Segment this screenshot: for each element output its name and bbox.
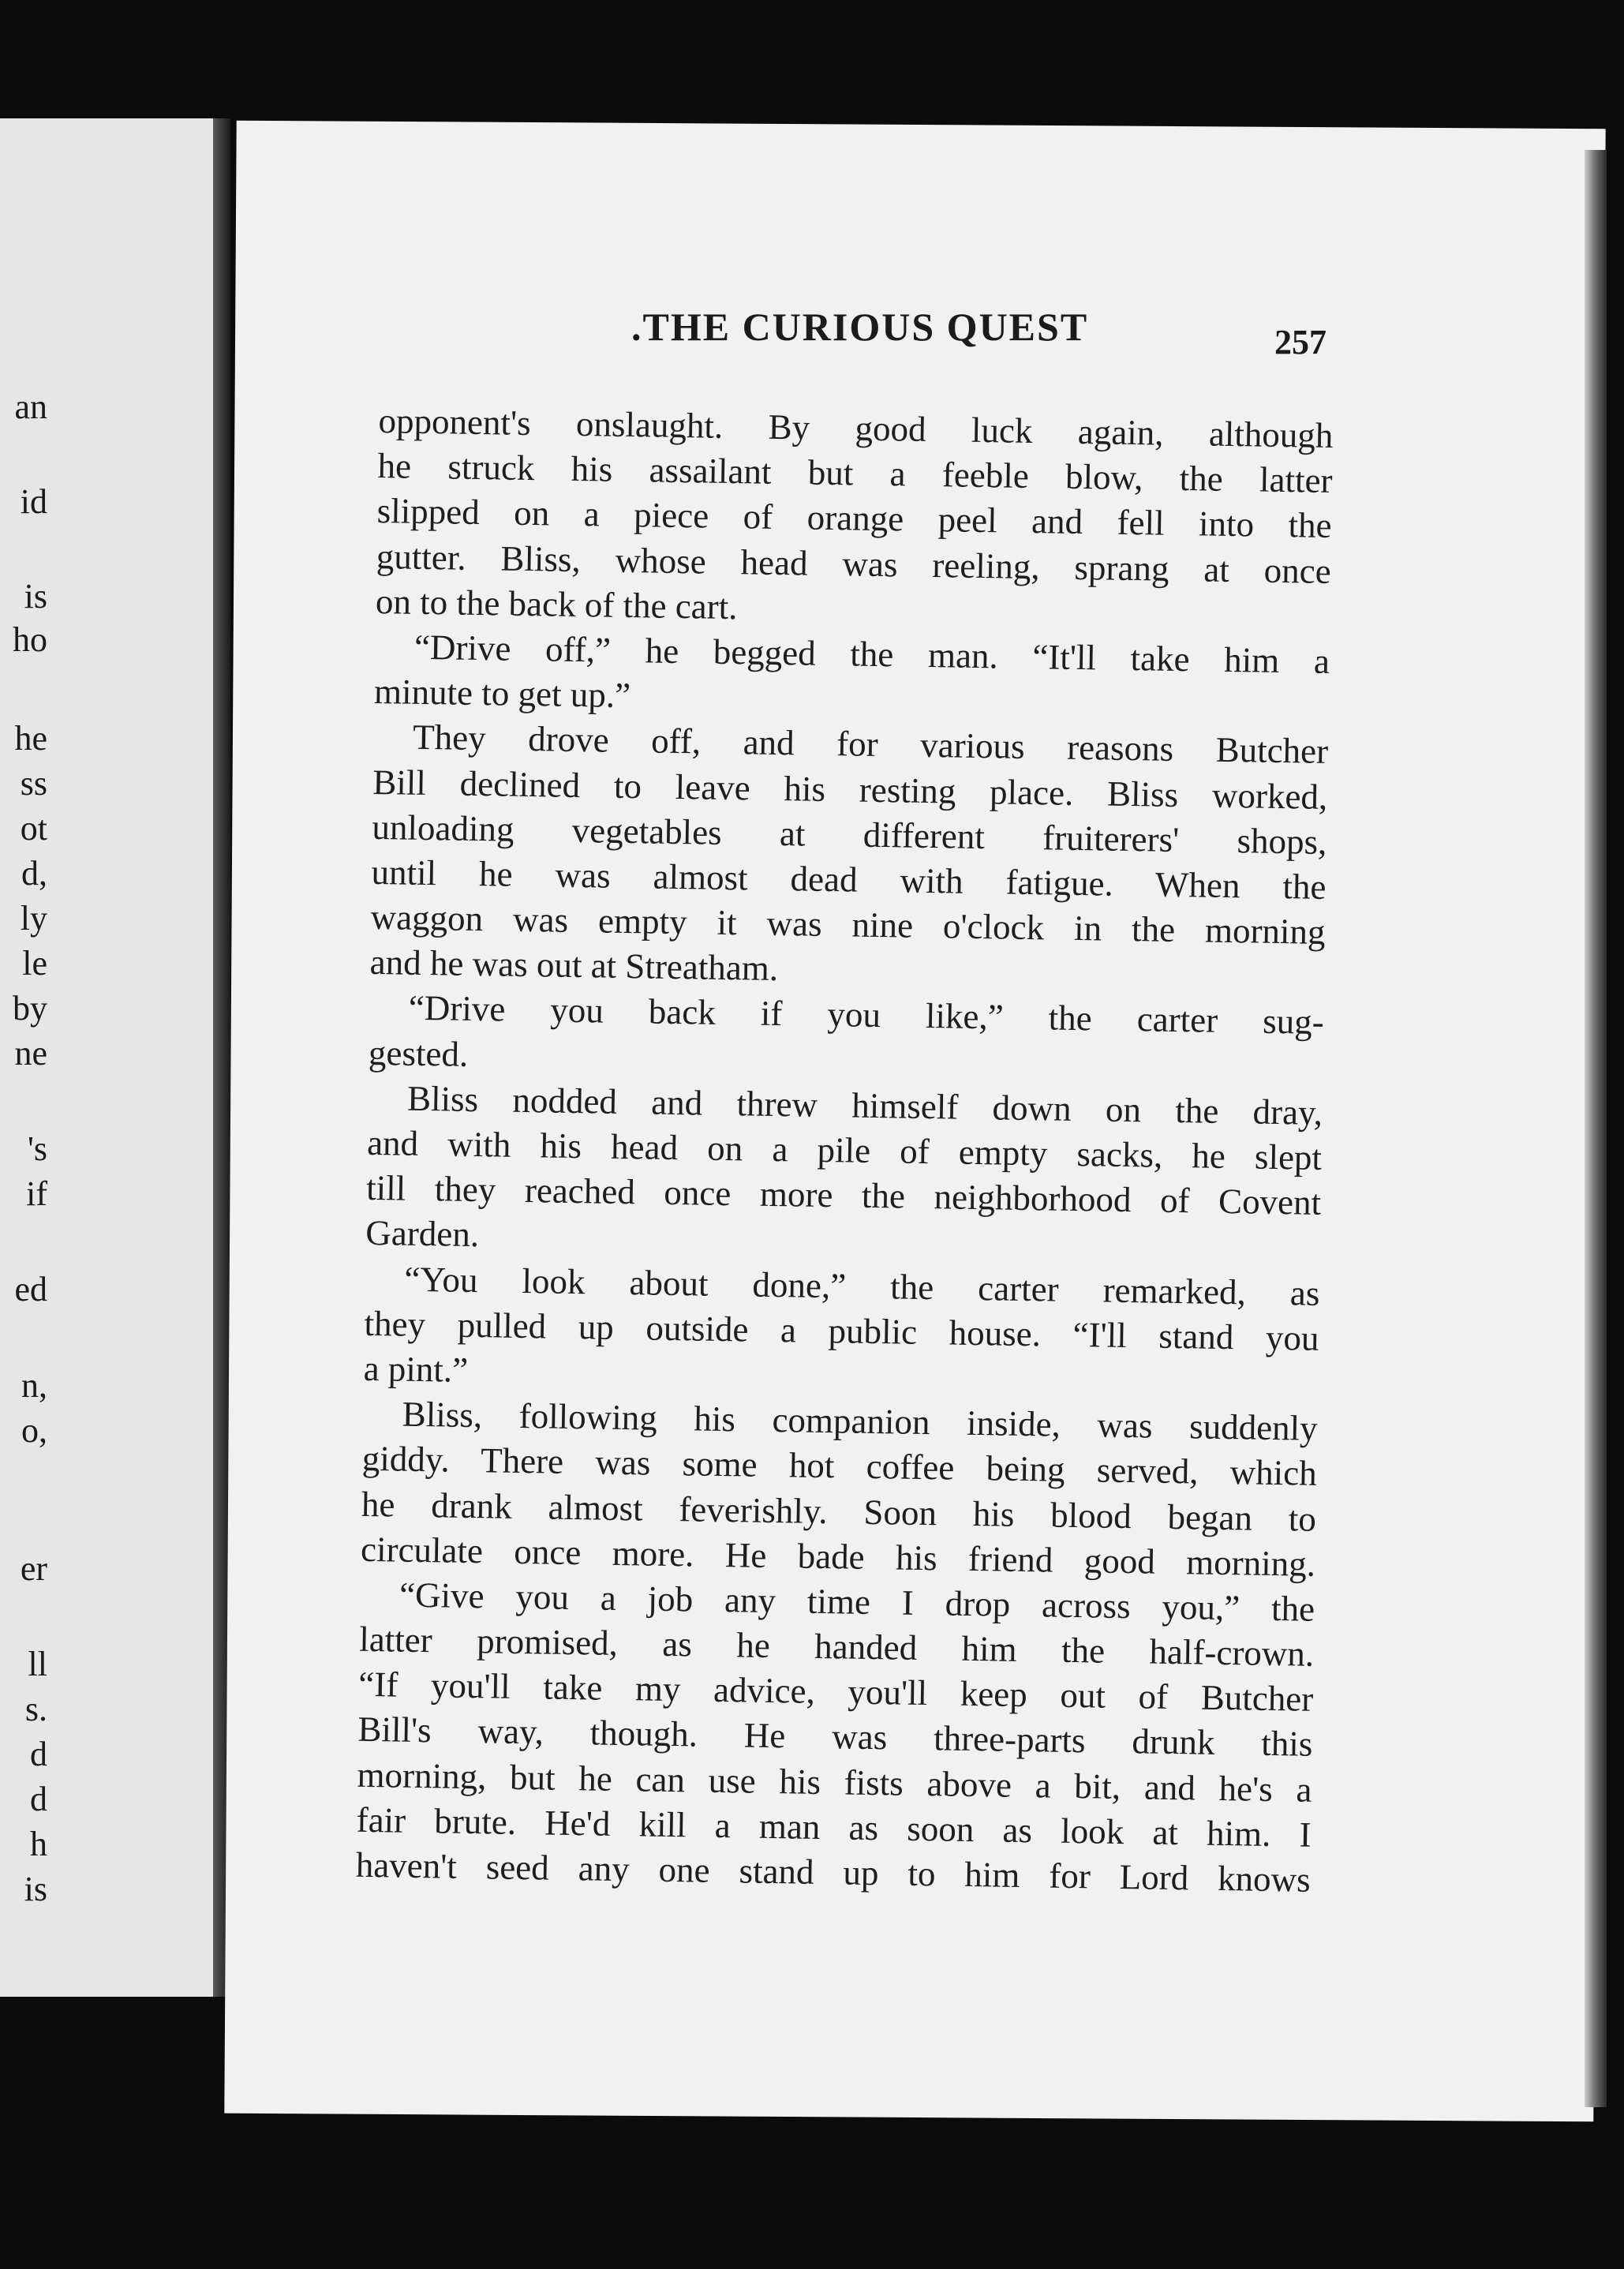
- text-line: Bill's way, though. He was three-parts drunk this: [357, 1709, 1313, 1765]
- text-line: They drove off, and for various reasons Butcher: [412, 717, 1329, 772]
- left-fragment: o,: [21, 1411, 47, 1450]
- left-fragment: 's: [27, 1129, 47, 1168]
- text-line: Bliss nodded and threw himself down on the dray,: [406, 1078, 1323, 1133]
- text-line: circulate once more. He bade his friend good morning.: [360, 1529, 1316, 1584]
- text-line: Garden.: [365, 1213, 480, 1255]
- left-fragment: d: [30, 1780, 47, 1818]
- left-fragment: ho: [13, 620, 47, 659]
- left-fragment: h: [30, 1825, 47, 1863]
- text-line: “Drive off,” he begged the man. “It'll take him a: [413, 627, 1330, 681]
- text-line: gutter. Bliss, whose head was reeling, sprang at once: [376, 536, 1332, 591]
- left-fragment: s.: [24, 1690, 47, 1728]
- text-line: “Give you a job any time I drop across you,” the: [399, 1574, 1315, 1629]
- page-number: 257: [1274, 323, 1327, 361]
- text-line: fair brute. He'd kill a man as soon as look at him. I: [356, 1799, 1312, 1855]
- text-line: latter promised, as he handed him the half-crown.: [358, 1619, 1315, 1674]
- text-line: unloading vegetables at different fruiterers' shops,: [372, 807, 1327, 862]
- left-fragment: ne: [14, 1034, 47, 1073]
- left-fragment: d,: [21, 854, 47, 893]
- left-fragment: is: [24, 577, 47, 616]
- left-fragment: le: [22, 944, 47, 983]
- body-text: [355, 399, 1333, 1903]
- left-fragment: an: [14, 388, 47, 426]
- text-line: until he was almost dead with fatigue. When the: [371, 852, 1327, 907]
- left-fragment: n,: [21, 1366, 47, 1405]
- text-line: minute to get up.”: [373, 672, 631, 716]
- text-line: he struck his assailant but a feeble blow, the latter: [377, 446, 1333, 501]
- text-line: “Drive you back if you like,” the carter sug-: [408, 988, 1325, 1043]
- text-line: he drank almost feverishly. Soon his blood began to: [361, 1484, 1317, 1539]
- left-fragment: by: [13, 989, 47, 1028]
- text-line: “If you'll take my advice, you'll keep out of Butcher: [358, 1664, 1314, 1720]
- right-page-edge: [1585, 150, 1607, 2107]
- text-line: Bill declined to leave his resting place. Bliss worked,: [372, 762, 1328, 817]
- left-fragment: ed: [14, 1270, 47, 1309]
- left-fragment: if: [26, 1174, 47, 1213]
- text-line: they pulled up outside a public house. “I'll stand you: [364, 1303, 1319, 1358]
- left-fragment: ll: [28, 1645, 47, 1683]
- text-line: Bliss, following his companion inside, was suddenly: [402, 1394, 1319, 1448]
- text-line: opponent's onslaught. By good luck again, although: [378, 400, 1334, 455]
- text-line: waggon was empty it was nine o'clock in the morning: [370, 897, 1326, 952]
- text-line: gested.: [368, 1032, 469, 1074]
- text-line: till they reached once more the neighborhood of Covent: [365, 1168, 1322, 1223]
- left-fragment: he: [14, 719, 47, 758]
- running-head: .THE CURIOUS QUEST: [631, 305, 1089, 349]
- left-fragment: ot: [20, 809, 47, 848]
- left-fragment: ly: [20, 899, 47, 938]
- text-line: haven't seed any one stand up to him for Lord knows: [355, 1844, 1312, 1900]
- left-fragment: is: [24, 1870, 47, 1908]
- left-page-text-fragments: [0, 0, 47, 2269]
- text-line: slipped on a piece of orange peel and fell into the: [376, 491, 1333, 546]
- text-line: and he was out at Streatham.: [369, 942, 779, 989]
- text-line: on to the back of the cart.: [375, 581, 738, 627]
- text-line: morning, but he can use his fists above a bit, and he's a: [357, 1754, 1312, 1810]
- left-fragment: d: [30, 1735, 47, 1773]
- text-line: a pint.”: [363, 1348, 469, 1390]
- text-line: giddy. There was some hot coffee being served, which: [361, 1439, 1318, 1494]
- left-fragment: id: [20, 482, 47, 521]
- text-line: and with his head on a pile of empty sacks, he slept: [366, 1122, 1323, 1178]
- left-fragment: er: [20, 1549, 47, 1588]
- text-line: “You look about done,” the carter remarked, as: [404, 1259, 1320, 1313]
- left-fragment: ss: [20, 764, 47, 803]
